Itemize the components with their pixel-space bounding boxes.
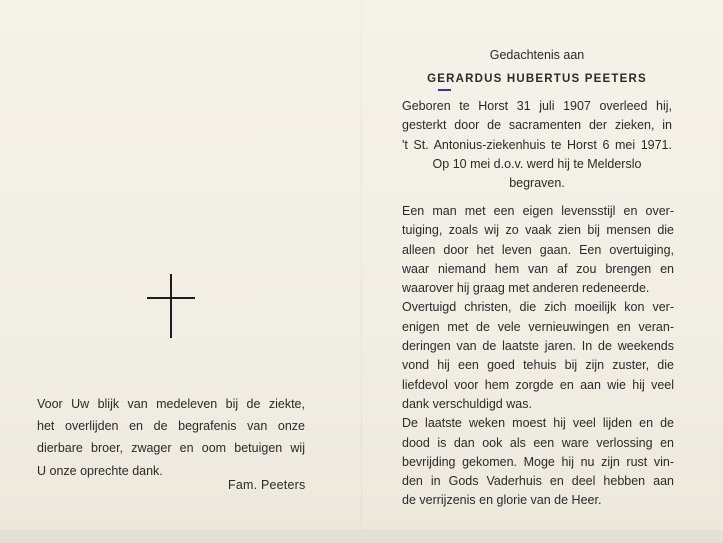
family-signature: Fam. Peeters <box>228 478 306 492</box>
body-line: waar niemand hem van af zou brengen en <box>402 261 674 276</box>
condolence-line: het overlijden en de begrafenis van onze <box>37 419 305 434</box>
deceased-name: GERARDUS HUBERTUS PEETERS <box>427 73 647 85</box>
body-line: liefdevol voor hem zorgde en aan wie hij veel <box>402 377 674 392</box>
body-line: bevrijding gekomen. Moge hij nu zijn rust vin- <box>402 454 674 469</box>
cross-horizontal-bar <box>147 297 195 299</box>
body-line: tuiging, zoals wij zo vaak zien bij mensen die <box>402 223 674 238</box>
intro-line: begraven. <box>509 176 565 191</box>
condolence-line: dierbare broer, zwager en oom betuigen wij <box>37 441 305 456</box>
body-line: den in Gods Vaderhuis en deel hebben aan <box>402 474 674 489</box>
condolence-line: U onze oprechte dank. <box>37 463 163 478</box>
intro-line: 't St. Antonius-ziekenhuis te Horst 6 mei 1971. <box>402 137 672 152</box>
ink-mark <box>438 89 451 91</box>
body-line: De laatste weken moest hij veel lijden en de <box>402 416 674 431</box>
body-line: enigen met de vele vernieuwingen en veran- <box>402 319 674 334</box>
body-line: Overtuigd christen, die zich moeilijk kon ver- <box>402 300 674 315</box>
body-line: dank verschuldigd was. <box>402 396 532 411</box>
intro-line: gesterkt door de sacramenten der zieken, in <box>402 118 672 133</box>
body-line: deringen van de laatste jaren. In de weekends <box>402 339 674 354</box>
condolence-line: Voor Uw blijk van medeleven bij de ziekte, <box>37 397 305 411</box>
body-line: waarover hij graag met anderen redeneerde. <box>402 281 650 296</box>
memorial-heading: Gedachtenis aan <box>489 48 585 62</box>
body-line: vond hij een goed tehuis bij zijn zuster, die <box>402 358 674 373</box>
intro-line: Geboren te Horst 31 juli 1907 overleed hij, <box>402 99 672 113</box>
biography-intro <box>402 97 672 193</box>
condolence-text <box>37 393 305 482</box>
body-line: de verrijzenis en glorie van de Heer. <box>402 493 602 508</box>
body-line: dood is dan ook als een ware verlossing en <box>402 435 674 450</box>
intro-line: Op 10 mei d.o.v. werd hij te Melderslo <box>432 156 642 171</box>
card-fold <box>361 0 362 543</box>
memorial-body-text <box>402 202 674 511</box>
body-line: alleen door het leven gaan. Een overtuiging, <box>402 242 674 257</box>
body-line: Een man met een eigen levensstijl en over- <box>402 204 674 218</box>
cross-vertical-bar <box>170 274 172 338</box>
card-bottom-edge <box>0 530 723 543</box>
